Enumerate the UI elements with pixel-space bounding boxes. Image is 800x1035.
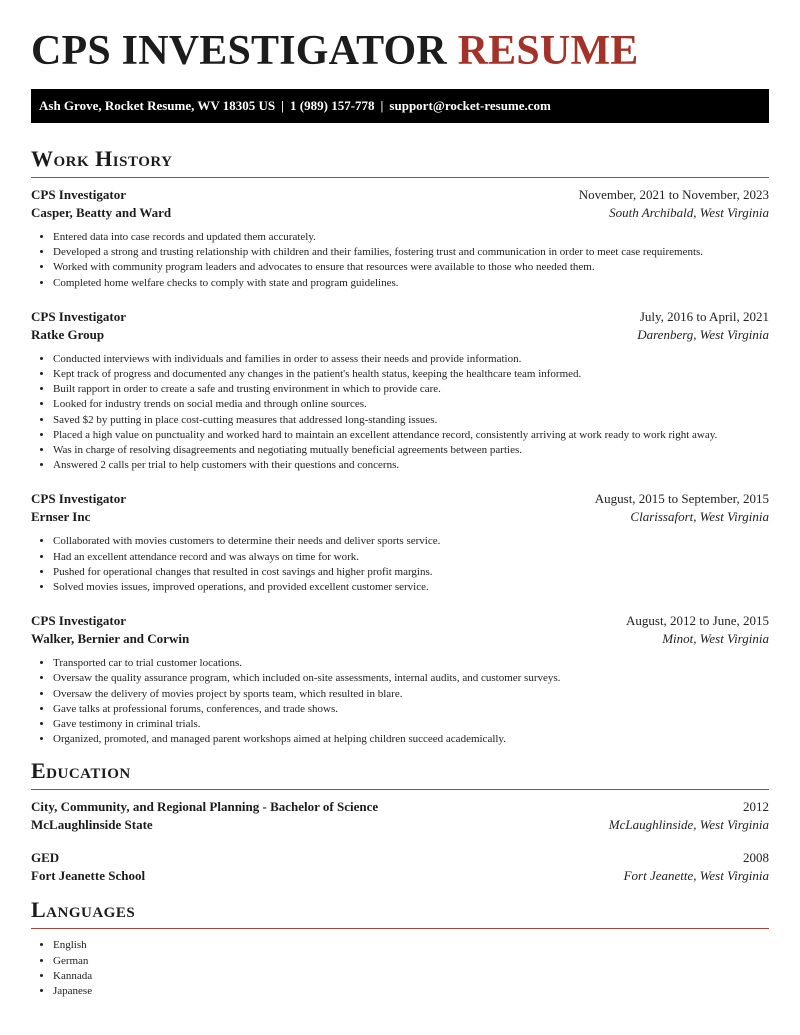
job-bullet: • Organized, promoted, and managed parent workshops aimed at helping children succeed academically. bbox=[53, 732, 769, 747]
job-company-row bbox=[31, 508, 769, 526]
education-location: McLaughlinside, West Virginia bbox=[608, 817, 769, 833]
job-bullet: • Completed home welfare checks to comply with state and program guidelines. bbox=[53, 276, 769, 291]
job-bullet: • Had an excellent attendance record and was always on time for work. bbox=[53, 550, 769, 565]
job-bullet: • Built rapport in order to create a safe and trusting environment in which to provide care. bbox=[53, 382, 769, 397]
section-divider bbox=[31, 789, 769, 790]
section-divider bbox=[31, 928, 769, 929]
education-school-row bbox=[31, 816, 769, 834]
job-bullet: • Looked for industry trends on social media and through online sources. bbox=[53, 397, 769, 412]
job-header-row bbox=[31, 308, 769, 326]
job-location: Minot, West Virginia bbox=[662, 631, 769, 647]
job-location: South Archibald, West Virginia bbox=[609, 205, 769, 220]
education-school-row bbox=[31, 867, 769, 885]
education-header-row bbox=[31, 849, 769, 867]
job-header-row bbox=[31, 612, 769, 630]
job-dates: July, 2016 to April, 2021 bbox=[639, 308, 769, 324]
job-bullet: • Solved movies issues, improved operations, and provided excellent customer service. bbox=[53, 580, 769, 595]
education-degree: GED bbox=[31, 850, 60, 866]
education-school: McLaughlinside State bbox=[31, 817, 153, 833]
section-divider bbox=[31, 177, 769, 178]
education-location: Fort Jeanette, West Virginia bbox=[623, 868, 769, 884]
language-item: • Kannada bbox=[53, 969, 769, 984]
job-bullet: • Gave testimony in criminal trials. bbox=[53, 717, 769, 732]
education-entry bbox=[31, 849, 769, 885]
education-degree: City, Community, and Regional Planning - Bachelor of Science bbox=[31, 799, 379, 815]
job-bullets bbox=[31, 656, 769, 747]
job-bullet: • Oversaw the quality assurance program, which included on-site assessments, internal audits, and customer surveys. bbox=[53, 671, 769, 686]
job-title: CPS Investigator bbox=[31, 308, 126, 324]
job-bullets bbox=[31, 230, 769, 291]
language-item: • Japanese bbox=[53, 984, 769, 999]
job-bullet: • Answered 2 calls per trial to help customers with their questions and concerns. bbox=[53, 458, 769, 473]
job-bullet: • Transported car to trial customer locations. bbox=[53, 656, 769, 671]
job-location: Darenberg, West Virginia bbox=[637, 326, 769, 342]
job-title: CPS Investigator bbox=[31, 491, 126, 507]
education-year: 2008 bbox=[743, 850, 769, 866]
job-company: Ratke Group bbox=[31, 326, 105, 342]
contact-phone: 1 (989) 157-778 bbox=[290, 98, 375, 113]
job-dates: August, 2015 to September, 2015 bbox=[594, 491, 769, 507]
job-title: CPS Investigator bbox=[31, 187, 126, 202]
section-title-work-history: Work History bbox=[31, 146, 173, 171]
job-company: Walker, Bernier and Corwin bbox=[31, 631, 190, 647]
job-bullet: • Developed a strong and trusting relationship with children and their families, fostering trust and communication in order to meet case requirements. bbox=[53, 245, 769, 260]
job-bullet: • Entered data into case records and updated them accurately. bbox=[53, 230, 769, 245]
job-company-row bbox=[31, 204, 769, 222]
language-item: • English bbox=[53, 938, 769, 953]
title-accent: RESUME bbox=[457, 28, 639, 74]
job-bullet: • Placed a high value on punctuality and worked hard to maintain an excellent attendance record, consistently arriving at work ready to work right away. bbox=[53, 428, 769, 443]
job-entry bbox=[31, 186, 769, 291]
job-bullet: • Collaborated with movies customers to determine their needs and deliver sports service. bbox=[53, 534, 769, 549]
contact-separator: | bbox=[281, 98, 285, 113]
job-bullet: • Gave talks at professional forums, conferences, and trade shows. bbox=[53, 702, 769, 717]
job-location: Clarissafort, West Virginia bbox=[630, 509, 769, 525]
job-title: CPS Investigator bbox=[31, 613, 126, 629]
language-list bbox=[31, 938, 769, 999]
job-header-row bbox=[31, 186, 769, 204]
job-bullet: • Was in charge of resolving disagreements and negotiating mutually beneficial agreements between parties. bbox=[53, 443, 769, 458]
section-title-languages: Languages bbox=[31, 897, 136, 923]
job-company-row bbox=[31, 326, 769, 344]
job-company: Ernser Inc bbox=[31, 509, 91, 525]
title-main: CPS INVESTIGATOR bbox=[31, 28, 447, 74]
job-header-row bbox=[31, 490, 769, 508]
job-bullet: • Pushed for operational changes that resulted in cost savings and higher profit margins. bbox=[53, 565, 769, 580]
job-entry bbox=[31, 308, 769, 474]
job-bullet: • Conducted interviews with individuals and families in order to assess their needs and provide information. bbox=[53, 352, 769, 367]
job-entry bbox=[31, 612, 769, 747]
education-year: 2012 bbox=[743, 799, 769, 815]
page-title bbox=[31, 0, 769, 74]
education-header-row bbox=[31, 798, 769, 816]
education-school: Fort Jeanette School bbox=[31, 868, 146, 884]
contact-separator: | bbox=[380, 98, 384, 113]
job-company: Casper, Beatty and Ward bbox=[31, 205, 172, 220]
job-bullets bbox=[31, 534, 769, 595]
job-bullet: • Worked with community program leaders and advocates to ensure that resources were available to those who needed them. bbox=[53, 260, 769, 275]
job-bullet: • Oversaw the delivery of movies project by sports team, which resulted in blare. bbox=[53, 687, 769, 702]
job-bullet: • Saved $2 by putting in place cost-cutting measures that addressed long-standing issues. bbox=[53, 413, 769, 428]
education-entry bbox=[31, 798, 769, 834]
job-company-row bbox=[31, 630, 769, 648]
job-dates: November, 2021 to November, 2023 bbox=[578, 187, 769, 202]
contact-bar bbox=[31, 89, 769, 123]
language-item: • German bbox=[53, 954, 769, 969]
job-bullet: • Kept track of progress and documented any changes in the patient's health status, keeping the healthcare team informed. bbox=[53, 367, 769, 382]
section-title-education: Education bbox=[31, 758, 131, 784]
job-bullets bbox=[31, 352, 769, 474]
contact-address: Ash Grove, Rocket Resume, WV 18305 US bbox=[39, 98, 276, 113]
contact-email[interactable]: support@rocket-resume.com bbox=[389, 98, 551, 113]
job-dates: August, 2012 to June, 2015 bbox=[626, 613, 769, 629]
job-entry bbox=[31, 490, 769, 595]
